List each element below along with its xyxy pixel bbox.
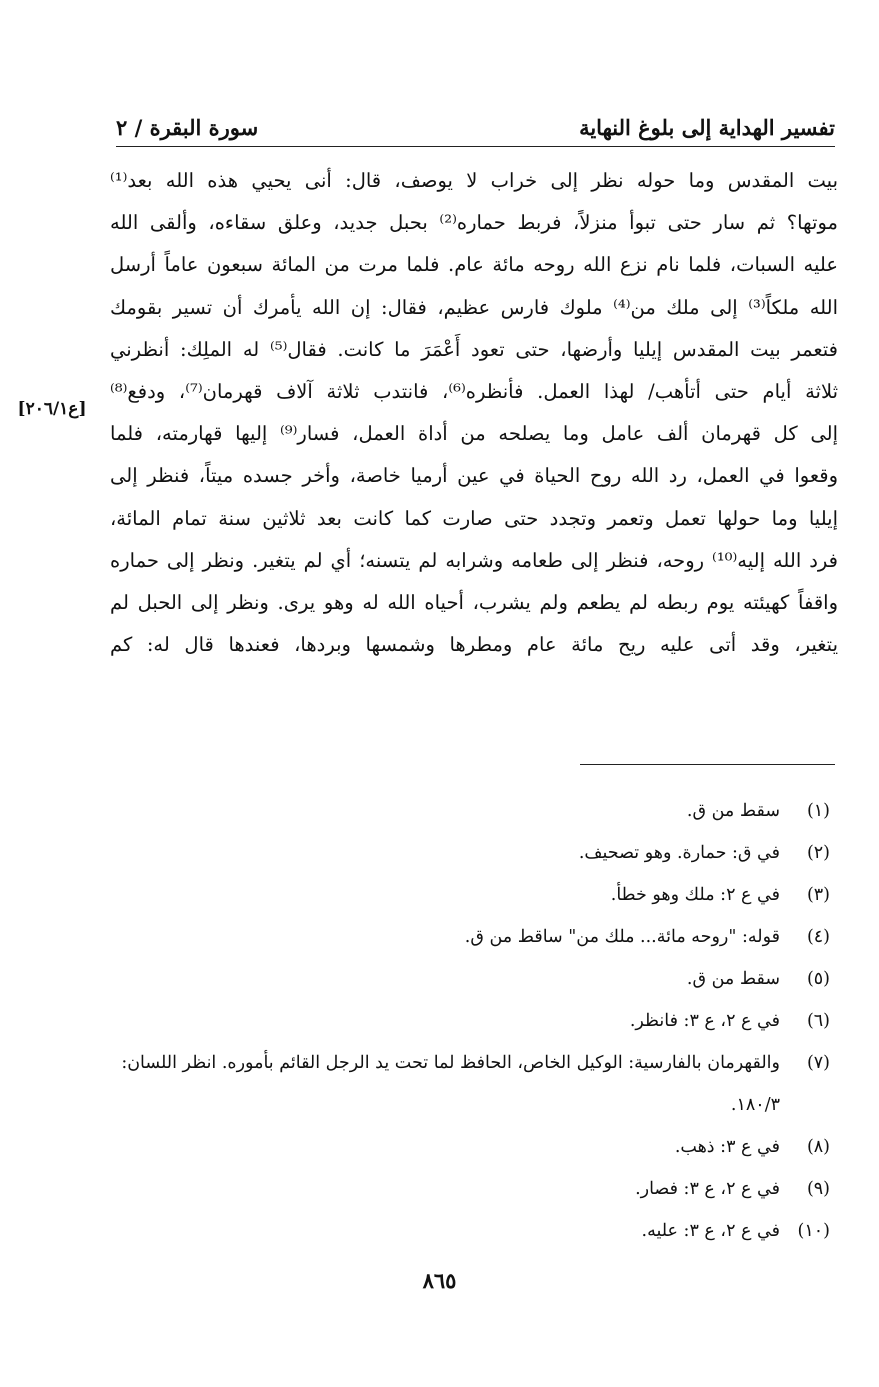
- text-line: يتغير، وقد أتى عليه ريح مائة عام ومطرها وشمسها وبردها، فعندها قال له: كم: [110, 633, 838, 657]
- footnote-number: (٩): [806, 1179, 830, 1199]
- text-line: واقفاً كهيئته يوم ربطه لم يطعم ولم يشرب، أحياه الله له وهو يرى. ونظر إلى الحبل لم: [110, 590, 838, 614]
- footnote-number: (١): [806, 801, 830, 821]
- running-header: [116, 100, 835, 140]
- footnote-text: في ع ٢، ع ٣: فصار.: [635, 1179, 780, 1199]
- footnote-item: [110, 1168, 838, 1210]
- text-line: بيت المقدس وما حوله نظر إلى خراب لا يوصف، قال: أنى يحيي هذه الله بعد⁽¹⁾: [110, 169, 838, 192]
- footnote-item: [110, 790, 838, 832]
- text-line: فرد الله إليه⁽¹⁰⁾ روحه، فنظر إلى طعامه وشرابه لم يتسنه؛ أي لم يتغير. ونظر إلى حماره: [110, 548, 838, 572]
- footnote-text: في ع ٢، ع ٣: فانظر.: [629, 1011, 780, 1031]
- text-line: عليه السبات، فلما نام نزع الله روحه مائة عام. فلما مرت من المائة سبعون عاماً أرسل: [110, 253, 838, 277]
- main-text: [110, 160, 838, 666]
- footnote-text: سقط من ق.: [686, 801, 780, 821]
- footnote-continuation: ١٨٠/٣.: [730, 1095, 780, 1115]
- footnote-number: (٧): [806, 1053, 830, 1073]
- text-line: الله ملكاً⁽³⁾ إلى ملك من⁽⁴⁾ ملوك فارس عظيم، فقال: إن الله يأمرك أن تسير بقومك: [110, 295, 838, 319]
- text-line: إلى كل قهرمان ألف عامل وما يصلحه من أداة العمل، فسار⁽⁹⁾ إليها قهارمته، فلما: [110, 422, 838, 446]
- footnote-divider: [580, 764, 835, 765]
- header-divider: [116, 146, 835, 147]
- footnote-item: [110, 958, 838, 1000]
- text-line: وقعوا في العمل، رد الله روح الحياة في عين أرميا خاصة، وأخر جسده ميتاً، فنظر إلى: [110, 464, 838, 488]
- footnote-number: (٣): [806, 885, 830, 905]
- footnote-number: (١٠): [797, 1221, 830, 1241]
- footnote-text: والقهرمان بالفارسية: الوكيل الخاص، الحافظ لما تحت يد الرجل القائم بأموره. انظر اللسان:: [121, 1053, 780, 1073]
- page-number: ٨٦٥: [422, 1268, 457, 1293]
- text-line: ثلاثة أيام حتى أتأهب/ لهذا العمل. فأنظره⁽⁶⁾، فانتدب ثلاثة آلاف قهرمان⁽⁷⁾، ودفع⁽⁸⁾: [110, 379, 838, 403]
- footnote-text: في ع ٢، ع ٣: عليه.: [641, 1221, 780, 1241]
- footnote-number: (٦): [806, 1011, 830, 1031]
- text-line: إيليا وما حولها تعمل وتعمر وتجدد حتى صارت كما كانت بعد ثلاثين سنة تمام المائة،: [110, 506, 838, 530]
- footnote-number: (٤): [806, 927, 830, 947]
- footnote-item: [110, 874, 838, 916]
- text-line: فتعمر بيت المقدس إيليا وأرضها، حتى تعود أَعْمَرَ ما كانت. فقال⁽⁵⁾ له الملِك: أنظرني: [110, 337, 838, 361]
- text-line: موتها؟ ثم سار حتى تبوأ منزلاً، فربط حماره⁽²⁾ بحبل جديد، وعلق سقاءه، وألقى الله: [110, 211, 838, 235]
- footnote-number: (٢): [806, 843, 830, 863]
- book-title: تفسير الهداية إلى بلوغ النهاية: [579, 115, 835, 140]
- footnote-text: سقط من ق.: [686, 969, 780, 989]
- footnote-item: [110, 1210, 838, 1252]
- footnote-item: [110, 1042, 838, 1084]
- footnote-item: [110, 916, 838, 958]
- footnote-item: [110, 1000, 838, 1042]
- footnote-number: (٨): [806, 1137, 830, 1157]
- manuscript-page-marker: [ع٢٠٦/١]: [17, 399, 87, 419]
- footnote-item: [110, 832, 838, 874]
- footnote-text: في ع ٢: ملك وهو خطأ.: [610, 885, 780, 905]
- surah-label: سورة البقرة / ٢: [116, 115, 259, 140]
- footnote-item: [110, 1126, 838, 1168]
- footnote-text: في ع ٣: ذهب.: [674, 1137, 780, 1157]
- footnotes: [110, 790, 838, 1252]
- footnote-text: في ق: حمارة. وهو تصحيف.: [578, 843, 780, 863]
- footnote-text: قوله: "روحه مائة... ملك من" ساقط من ق.: [464, 927, 780, 947]
- footnote-number: (٥): [806, 969, 830, 989]
